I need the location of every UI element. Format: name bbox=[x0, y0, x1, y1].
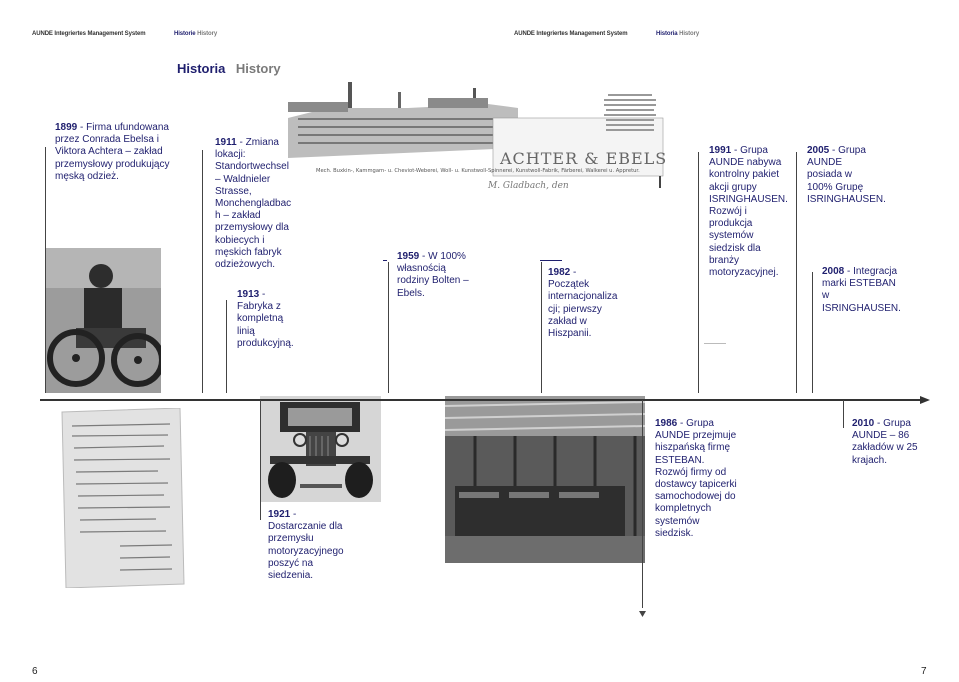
event-text: W 100% własnością rodziny Bolten – Ebels. bbox=[397, 251, 469, 299]
event-2010: 2010 - Grupa AUNDE – 86 zakładów w 25 krajach. bbox=[852, 418, 918, 466]
header-historia-right: Historia bbox=[656, 31, 678, 37]
page-number-right: 7 bbox=[921, 666, 927, 677]
factory-sign-text: ACHTER & EBELS bbox=[500, 149, 668, 168]
header-left-tabs bbox=[174, 31, 217, 37]
event-text: Dostarczanie dla przemysłu motoryzacyjnego poszyć na siedzenia. bbox=[268, 521, 344, 582]
connector-1899 bbox=[45, 147, 46, 393]
factory-interior-photo bbox=[445, 396, 645, 563]
event-1899: 1899 - Firma ufundowana przez Conrada Ebelsa i Viktora Achtera – zakład przemysłowy produkujący męską odzież. bbox=[55, 122, 170, 182]
event-year: 2010 bbox=[852, 418, 875, 429]
event-1991: 1991 - Grupa AUNDE nabywa kontrolny pakiet akcji grupy ISRINGHAUSEN. Rozwój i produkcja systemów siedzisk dla branży motoryzacyjnej. bbox=[709, 145, 788, 279]
header-right-tabs bbox=[656, 31, 699, 37]
dash-mark bbox=[383, 260, 387, 261]
connector-1986 bbox=[642, 400, 643, 608]
event-1921: 1921 - Dostarczanie dla przemysłu motoryzacyjnego poszyć na siedzenia. bbox=[268, 509, 344, 582]
event-text: Integracja marki ESTEBAN w ISRINGHAUSEN. bbox=[822, 266, 901, 314]
event-year: 1982 bbox=[548, 267, 571, 278]
event-1959: 1959 - W 100% własnością rodziny Bolten – Ebels. bbox=[397, 251, 469, 299]
connector-1982 bbox=[541, 262, 542, 393]
factory-caption: Mech. Buxkin-, Kammgarn- u. Cheviot-Weberei, Woll- u. Kunstwoll-Spinnerei, Kunstwoll-Fabrik, Färberei, Walkerei u. Appretur. bbox=[316, 168, 640, 174]
event-text: Grupa AUNDE nabywa kontrolny pakiet akcji grupy ISRINGHAUSEN. Rozwój i produkcja systemów siedzisk dla branży motoryzacyjnej. bbox=[709, 145, 788, 279]
event-year: 2005 bbox=[807, 145, 830, 156]
event-1986: 1986 - Grupa AUNDE przejmuje hiszpańską firmę ESTEBAN. Rozwój firmy od dostawcy tapicerki samochodowej do kompletnych systemów siedzisk. bbox=[655, 418, 737, 539]
event-text: Grupa AUNDE posiada w 100% Grupę ISRINGHAUSEN. bbox=[807, 145, 886, 205]
event-1982: 1982 - Początek internacjonaliza cji; pierwszy zakład w Hiszpanii. bbox=[548, 267, 618, 340]
event-text: Zmiana lokacji: Standortwechsel – Waldnieler Strasse, Monchengladbac h – zakład przemysłowy dla kobiecych i męskich fabryk odzieżowych. bbox=[215, 137, 292, 271]
event-text: Grupa AUNDE przejmuje hiszpańską firmę ESTEBAN. Rozwój firmy od dostawcy tapicerki samochodowej do kompletnych systemów siedzisk. bbox=[655, 418, 737, 539]
factory-letterhead-image bbox=[288, 78, 670, 196]
connector-1913 bbox=[226, 300, 227, 393]
vintage-car-photo bbox=[260, 396, 381, 502]
handwritten-document-photo bbox=[60, 408, 185, 588]
connector-2010 bbox=[843, 400, 844, 428]
header-company-right: AUNDE Integriertes Management System bbox=[514, 31, 628, 37]
event-year: 1899 bbox=[55, 122, 78, 133]
event-text: Początek internacjonaliza cji; pierwszy zakład w Hiszpanii. bbox=[548, 279, 618, 340]
event-1911: 1911 - Zmiana lokacji: Standortwechsel – Waldnieler Strasse, Monchengladbac h – zakład przemysłowy dla kobiecych i męskich fabryk odzieżowych. bbox=[215, 137, 292, 271]
title-pl: Historia bbox=[177, 61, 226, 76]
header-historia: Historie bbox=[174, 31, 196, 37]
page-number-left: 6 bbox=[32, 666, 38, 677]
event-2008: 2008 - Integracja marki ESTEBAN w ISRINGHAUSEN. bbox=[822, 266, 901, 314]
event-year: 1959 bbox=[397, 251, 420, 262]
event-text: Grupa AUNDE – 86 zakładów w 25 krajach. bbox=[852, 418, 918, 466]
connector-1991 bbox=[698, 152, 699, 393]
header-company: AUNDE Integriertes Management System bbox=[32, 31, 146, 37]
event-year: 1913 bbox=[237, 289, 260, 300]
header-history-right: History bbox=[679, 31, 700, 37]
connector-1921 bbox=[260, 400, 261, 520]
timeline-axis bbox=[40, 393, 930, 403]
dash-mark bbox=[704, 343, 726, 344]
event-year: 1986 bbox=[655, 418, 678, 429]
header-left bbox=[32, 31, 145, 37]
connector-1911 bbox=[202, 150, 203, 393]
old-car-photo bbox=[46, 248, 161, 393]
event-year: 2008 bbox=[822, 266, 845, 277]
dash-mark bbox=[540, 260, 562, 261]
event-text: Fabryka z kompletną linią produkcyjną. bbox=[237, 301, 294, 349]
factory-city: M. Gladbach, den bbox=[488, 181, 569, 191]
title-en: History bbox=[235, 61, 281, 76]
connector-1986-arrowhead bbox=[639, 604, 646, 622]
connector-2008 bbox=[812, 272, 813, 393]
event-year: 1991 bbox=[709, 145, 732, 156]
event-year: 1911 bbox=[215, 137, 237, 148]
event-2005: 2005 - Grupa AUNDE posiada w 100% Grupę ISRINGHAUSEN. bbox=[807, 145, 886, 205]
header-history: History bbox=[197, 31, 218, 37]
event-year: 1921 bbox=[268, 509, 291, 520]
event-text: Firma ufundowana przez Conrada Ebelsa i Viktora Achtera – zakład przemysłowy produkujący męską odzież. bbox=[55, 122, 170, 182]
connector-1959 bbox=[388, 262, 389, 393]
header-right bbox=[514, 31, 627, 37]
event-1913: 1913 - Fabryka z kompletną linią produkcyjną. bbox=[237, 289, 294, 349]
page-title bbox=[177, 60, 281, 78]
connector-2005 bbox=[796, 152, 797, 393]
